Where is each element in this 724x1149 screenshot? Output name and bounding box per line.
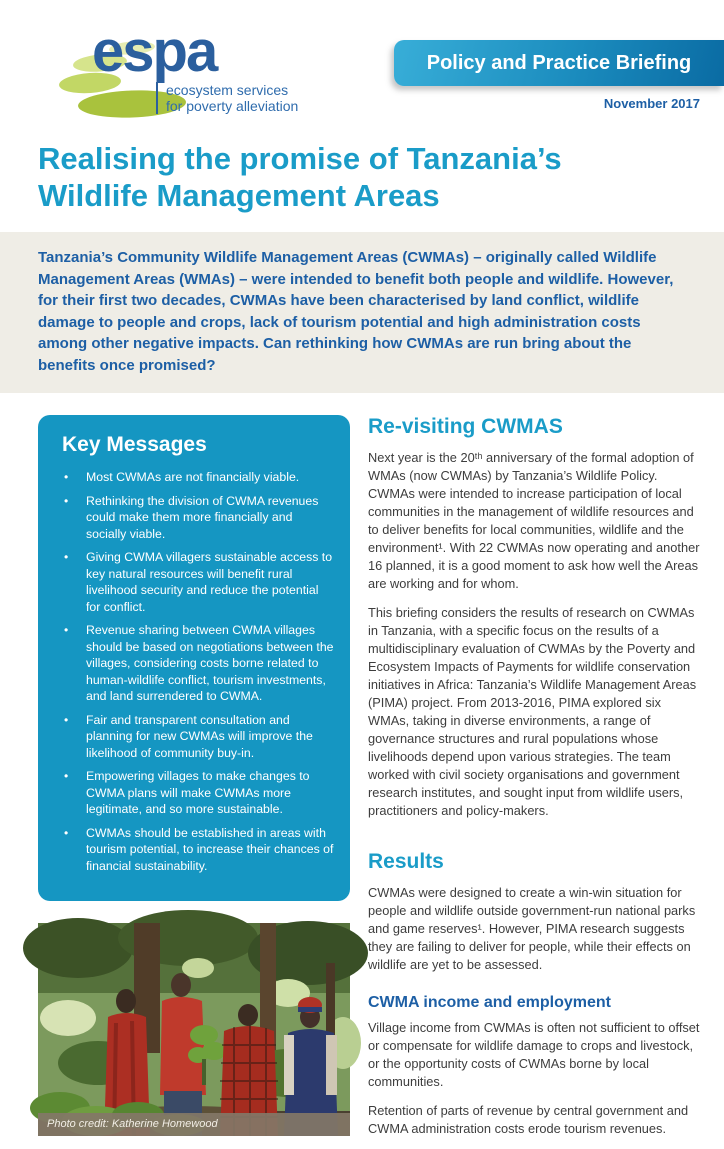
right-column: [368, 415, 700, 1149]
key-message-item: • Revenue sharing between CWMA villages should be based on negotiations between the villages, considering costs borne related to human-wildlife conflict, tourism investments, and land surrendered to CWMA.: [60, 622, 336, 705]
section-title-revisiting: Re-visiting CWMAS: [368, 415, 563, 438]
results-para: CWMAs were designed to create a win-win situation for people and wildlife outside government-run national parks and game reserves¹. However, PIMA research suggests they are failing to deliver for people, while their effects on wildlife are yet to be assessed.: [368, 885, 696, 972]
key-messages-title: Key Messages: [62, 433, 207, 456]
key-messages-box: [38, 415, 350, 901]
income-para-2: Retention of parts of revenue by central government and CWMA administration costs erode tourism revenues.: [368, 1103, 689, 1136]
left-column: [38, 415, 350, 1149]
revisiting-para-1: Next year is the 20ᵗʰ anniversary of the formal adoption of WMAs (now CWMAs) by Tanzania’s Wildlife Policy. CWMAs were intended to increase participation of local communities in the management of wildlife resources and to deliver benefits for local communities, wildlife and the environment¹. With 22 CWMAs now operating and another 16 planned, it is a good moment to ask how well the Areas are working and for whom.: [368, 450, 700, 591]
revisiting-para-2: This briefing considers the results of research on CWMAs in Tanzania, with a specific focus on the results of a multidisciplinary evaluation of CWMAs by the Poverty and Ecosystem Impacts of Payments for wildlife conservation initiatives in Africa: Tanzania’s Wildlife Management Areas (PIMA) project. From 2013-2016, PIMA explored six WMAs, taking in diverse environments, a range of governance structures and rural populations whose livelihoods depend upon various strategies. The team worked with civil society organisations and government research institutes, and sought input from wildlife users, practitioners and policy-makers.: [368, 605, 697, 818]
subsection-title-income: CWMA income and employment: [368, 994, 611, 1011]
briefing-type-banner: Policy and Practice Briefing: [394, 40, 724, 86]
field-photo-image: [38, 923, 350, 1136]
key-message-item: • Rethinking the division of CWMA revenues could make them more financially and socially viable.: [60, 493, 336, 543]
espa-tagline-line1: ecosystem services: [166, 82, 289, 98]
key-messages-list: [60, 469, 336, 874]
key-message-item: • Most CWMAs are not financially viable.: [60, 469, 336, 486]
content-columns: [0, 393, 724, 1149]
key-message-item: • Giving CWMA villagers sustainable access to key natural resources will benefit rural livelihood security and reduce the potential for conflict.: [60, 549, 336, 615]
section-title-results: Results: [368, 850, 444, 873]
photo-credit: Photo credit: Katherine Homewood: [38, 1113, 350, 1136]
intro-summary: Tanzania’s Community Wildlife Management Areas (CWMAs) – originally called Wildlife Management Areas (WMAs) – were intended to benefit both people and wildlife. However, for their first two decades, CWMAs have been characterised by land conflict, wildlife damage to people and crops, lack of tourism potential and high administration costs among other negative impacts. Can rethinking how CWMAs are run bring about the benefits once promised?: [0, 232, 724, 393]
key-message-item: • Empowering villages to make changes to CWMA plans will make CWMAs more legitimate, and so more sustainable.: [60, 768, 336, 818]
field-photo: [38, 923, 350, 1136]
page-title: Realising the promise of Tanzania’s Wildlife Management Areas: [38, 141, 562, 213]
espa-tagline: [156, 82, 298, 114]
key-message-item: • Fair and transparent consultation and planning for new CWMAs will improve the likelihood of community buy-in.: [60, 712, 336, 762]
espa-tagline-line2: for poverty alleviation: [166, 98, 299, 114]
income-para-1: Village income from CWMAs is often not sufficient to offset or compensate for wildlife damage to crops and livestock, or the opportunity costs of CWMAs borne by local communities.: [368, 1020, 700, 1089]
page-header: [0, 0, 724, 128]
key-message-item: • CWMAs should be established in areas with tourism potential, to increase their chances of financial sustainability.: [60, 825, 336, 875]
espa-wordmark: espa: [92, 19, 217, 84]
espa-logo: [36, 19, 316, 120]
issue-date: November 2017: [603, 96, 700, 111]
